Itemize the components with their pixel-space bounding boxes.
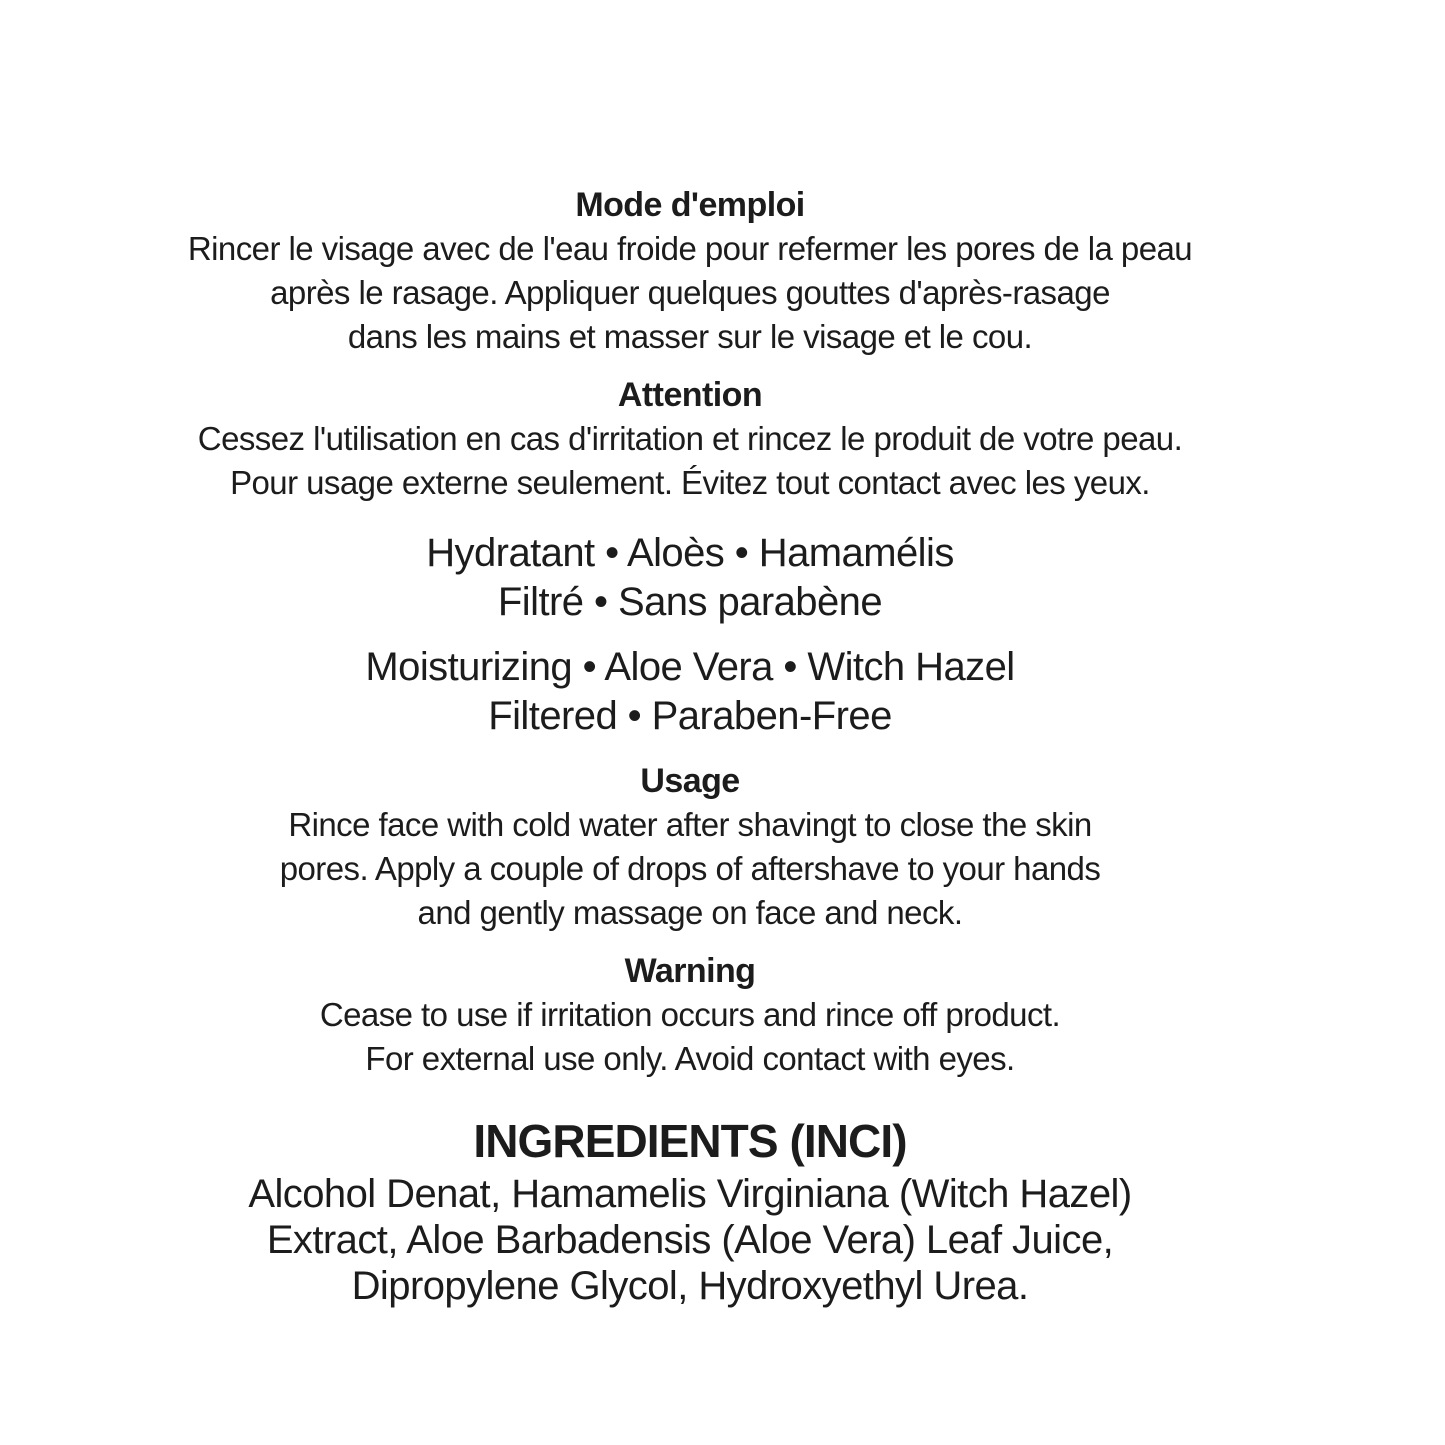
feature-highlights [110, 529, 1270, 741]
feature-highlights-fr [110, 529, 1270, 627]
heading-ingredients: INGREDIENTS (INCI) [473, 1115, 907, 1167]
section-attention [110, 373, 1270, 505]
fr-usage-line: dans les mains et masser sur le visage et le cou. [347, 318, 1033, 355]
heading-attention: Attention [617, 376, 763, 414]
ingredient-line: Dipropylene Glycol, Hydroxyethyl Urea. [351, 1264, 1029, 1308]
en-warning-line: For external use only. Avoid contact with eyes. [365, 1040, 1015, 1077]
product-label [110, 0, 1270, 1309]
heading-warning: Warning [624, 952, 756, 990]
en-usage-line: Rince face with cold water after shavingt to close the skin [288, 806, 1092, 843]
feature-line-fr: Hydratant • Aloès • Hamamélis [426, 531, 954, 575]
section-usage [110, 759, 1270, 935]
ingredient-line: Extract, Aloe Barbadensis (Aloe Vera) Leaf Juice, [266, 1218, 1114, 1262]
en-usage-line: pores. Apply a couple of drops of aftershave to your hands [279, 850, 1101, 887]
ingredient-line: Alcohol Denat, Hamamelis Virginiana (Witch Hazel) [248, 1172, 1132, 1216]
en-warning-line: Cease to use if irritation occurs and rince off product. [319, 996, 1061, 1033]
heading-mode-demploi: Mode d'emploi [575, 186, 805, 224]
fr-usage-line: après le rasage. Appliquer quelques gouttes d'après-rasage [270, 274, 1110, 311]
heading-usage: Usage [640, 762, 740, 800]
feature-line-en: Filtered • Paraben-Free [488, 694, 892, 738]
section-warning [110, 949, 1270, 1081]
en-usage-line: and gently massage on face and neck. [417, 894, 963, 931]
section-ingredients [110, 1115, 1270, 1309]
section-mode-demploi [110, 183, 1270, 359]
fr-warning-line: Cessez l'utilisation en cas d'irritation et rincez le produit de votre peau. [197, 420, 1183, 457]
fr-usage-line: Rincer le visage avec de l'eau froide pour refermer les pores de la peau [187, 230, 1193, 267]
feature-line-fr: Filtré • Sans parabène [497, 580, 883, 624]
fr-warning-line: Pour usage externe seulement. Évitez tout contact avec les yeux. [230, 464, 1150, 501]
feature-line-en: Moisturizing • Aloe Vera • Witch Hazel [365, 645, 1015, 689]
feature-highlights-en [110, 643, 1270, 741]
